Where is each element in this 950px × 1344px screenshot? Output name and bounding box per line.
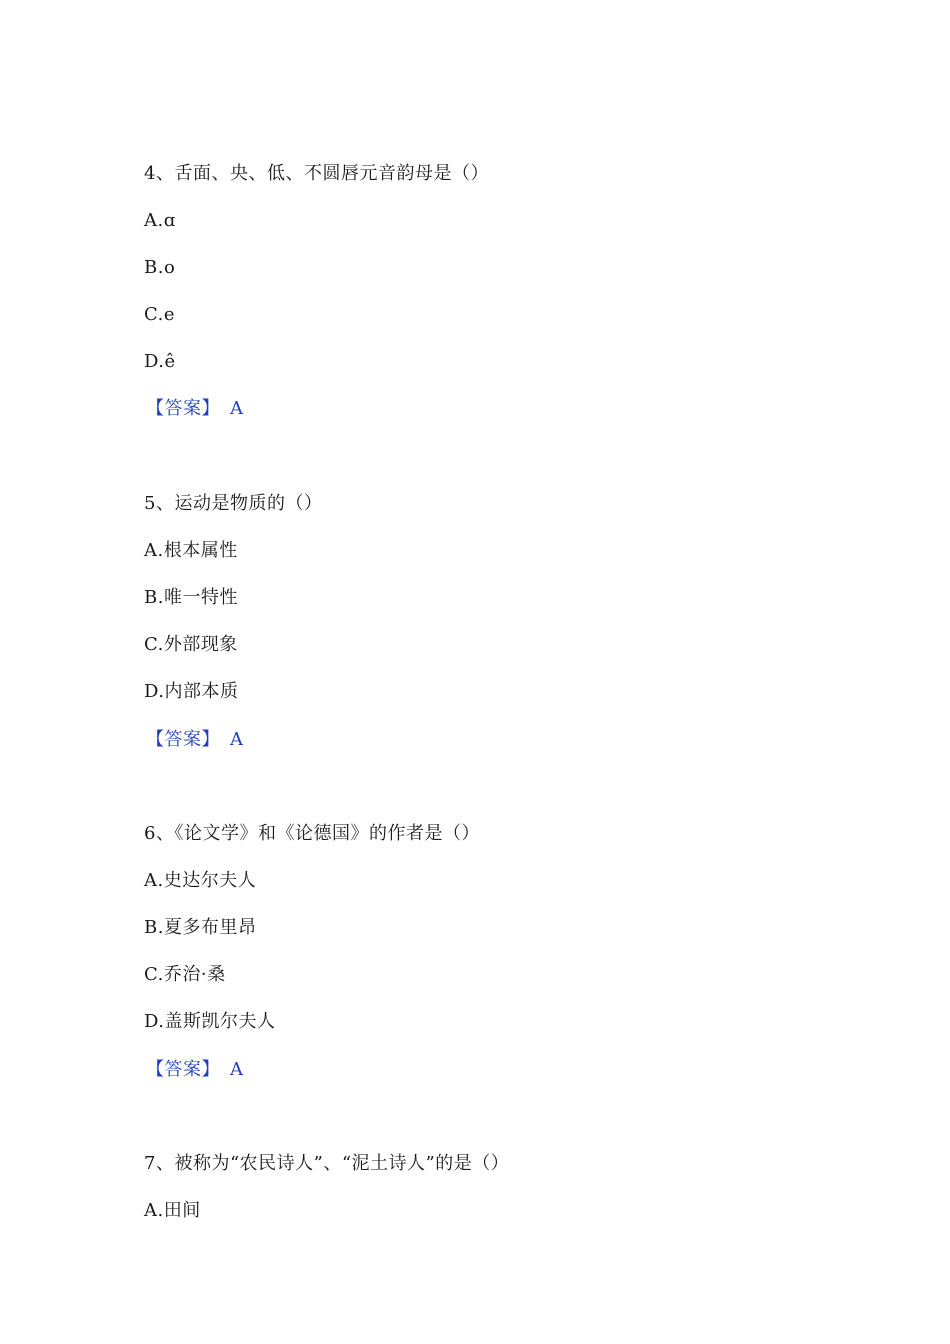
answer-value: A: [230, 1059, 244, 1080]
answer-value: A: [230, 729, 244, 750]
question-5-option-c: C.外部现象: [144, 634, 238, 655]
question-4-option-b: B.o: [144, 257, 176, 278]
question-6-option-c: C.乔治·桑: [144, 964, 226, 985]
answer-label: 【答案】: [146, 729, 220, 750]
question-4-option-a: A.ɑ: [144, 210, 176, 231]
question-4-stem: 4、舌面、央、低、不圆唇元音韵母是（）: [144, 163, 489, 184]
question-4-option-d: D.ê: [144, 351, 176, 372]
question-6-stem: 6、《论文学》和《论德国》的作者是（）: [144, 823, 480, 844]
answer-value: A: [230, 398, 244, 419]
question-5-answer: [146, 728, 244, 752]
question-5-option-b: B.唯一特性: [144, 587, 238, 608]
question-6-option-b: B.夏多布里昂: [144, 917, 257, 938]
question-5-option-d: D.内部本质: [144, 681, 239, 702]
question-6-option-a: A.史达尔夫人: [144, 870, 257, 891]
question-6-answer: [146, 1058, 244, 1082]
question-5-stem: 5、运动是物质的（）: [144, 493, 323, 514]
question-7-stem: 7、被称为“农民诗人”、“泥土诗人”的是（）: [144, 1153, 510, 1174]
question-4-option-c: C.e: [144, 304, 176, 325]
question-6-option-d: D.盖斯凯尔夫人: [144, 1011, 276, 1032]
question-7-option-a: A.田间: [144, 1200, 201, 1221]
question-4-answer: [146, 397, 244, 421]
answer-label: 【答案】: [146, 1059, 220, 1080]
question-5-option-a: A.根本属性: [144, 540, 238, 561]
answer-label: 【答案】: [146, 398, 220, 419]
